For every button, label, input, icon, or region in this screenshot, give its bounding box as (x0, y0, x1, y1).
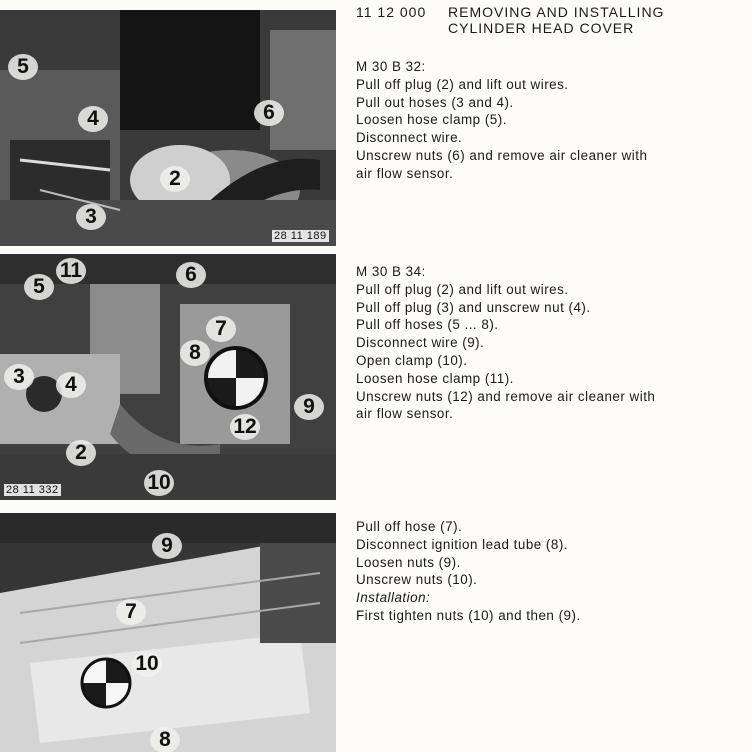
title-line-1: REMOVING AND INSTALLING (448, 4, 665, 20)
instruction-line: Disconnect wire (9). (356, 335, 485, 351)
header-line-1 (356, 4, 664, 20)
instruction-line: Pull off plug (3) and unscrew nut (4). (356, 299, 591, 315)
callout-2: 2 (66, 440, 96, 466)
callout-12: 12 (230, 414, 260, 440)
figure-id: 28 11 332 (6, 484, 59, 496)
instruction-line: Pull off hose (7). (356, 519, 463, 534)
callout-2: 2 (160, 166, 190, 192)
instruction-line: Disconnect wire. (356, 130, 463, 146)
section-code: 11 12 000 (356, 4, 427, 20)
callout-5: 5 (8, 54, 38, 80)
instruction-line: Pull off plug (2) and lift out wires. (356, 281, 569, 297)
instruction-line: air flow sensor. (356, 406, 454, 422)
installation-label: Installation: (356, 590, 431, 606)
instruction-line: M 30 B 34: (356, 264, 426, 279)
figure-id: 28 11 189 (274, 230, 327, 242)
callout-4: 4 (78, 106, 108, 132)
callout-7: 7 (206, 316, 236, 342)
instruction-line: M 30 B 32: (356, 59, 426, 74)
callout-10: 10 (144, 470, 174, 496)
instruction-line: Unscrew nuts (12) and remove air cleaner with (356, 388, 656, 404)
callout-11: 11 (56, 258, 86, 284)
title-line-2: CYLINDER HEAD COVER (448, 20, 635, 36)
callout-5: 5 (24, 274, 54, 300)
instruction-line: air flow sensor. (356, 165, 454, 181)
callout-10: 10 (132, 651, 162, 677)
callout-9: 9 (152, 533, 182, 559)
instruction-line: Loosen hose clamp (11). (356, 370, 514, 386)
callout-8: 8 (150, 727, 180, 752)
instruction-line: Pull off plug (2) and lift out wires. (356, 76, 569, 92)
instruction-line: Loosen nuts (9). (356, 554, 461, 570)
callout-7: 7 (116, 599, 146, 625)
engine-photo-m30b32 (0, 10, 336, 246)
instructions-head-cover (356, 518, 581, 625)
instruction-line: Pull off hoses (5 ... 8). (356, 317, 499, 333)
instruction-line: Unscrew nuts (6) and remove air cleaner with (356, 147, 648, 163)
engine-photo-1-image (0, 10, 336, 246)
instructions-m30b32 (356, 58, 647, 183)
instruction-line: Disconnect ignition lead tube (8). (356, 536, 569, 552)
callout-8: 8 (180, 340, 210, 366)
callout-9: 9 (294, 394, 324, 420)
instruction-line: Unscrew nuts (10). (356, 572, 478, 588)
installation-text: First tighten nuts (10) and then (9). (356, 607, 581, 623)
instruction-line: Open clamp (10). (356, 352, 468, 368)
page-header (356, 4, 664, 36)
engine-photo-m30b34 (0, 254, 336, 500)
engine-photo-head-cover (0, 513, 336, 752)
callout-3: 3 (4, 364, 34, 390)
instruction-line: Loosen hose clamp (5). (356, 112, 507, 128)
callout-3: 3 (76, 204, 106, 230)
instructions-m30b34 (356, 263, 655, 423)
callout-6: 6 (176, 262, 206, 288)
callout-4: 4 (56, 372, 86, 398)
callout-6: 6 (254, 100, 284, 126)
instruction-line: Pull out hoses (3 and 4). (356, 94, 514, 110)
